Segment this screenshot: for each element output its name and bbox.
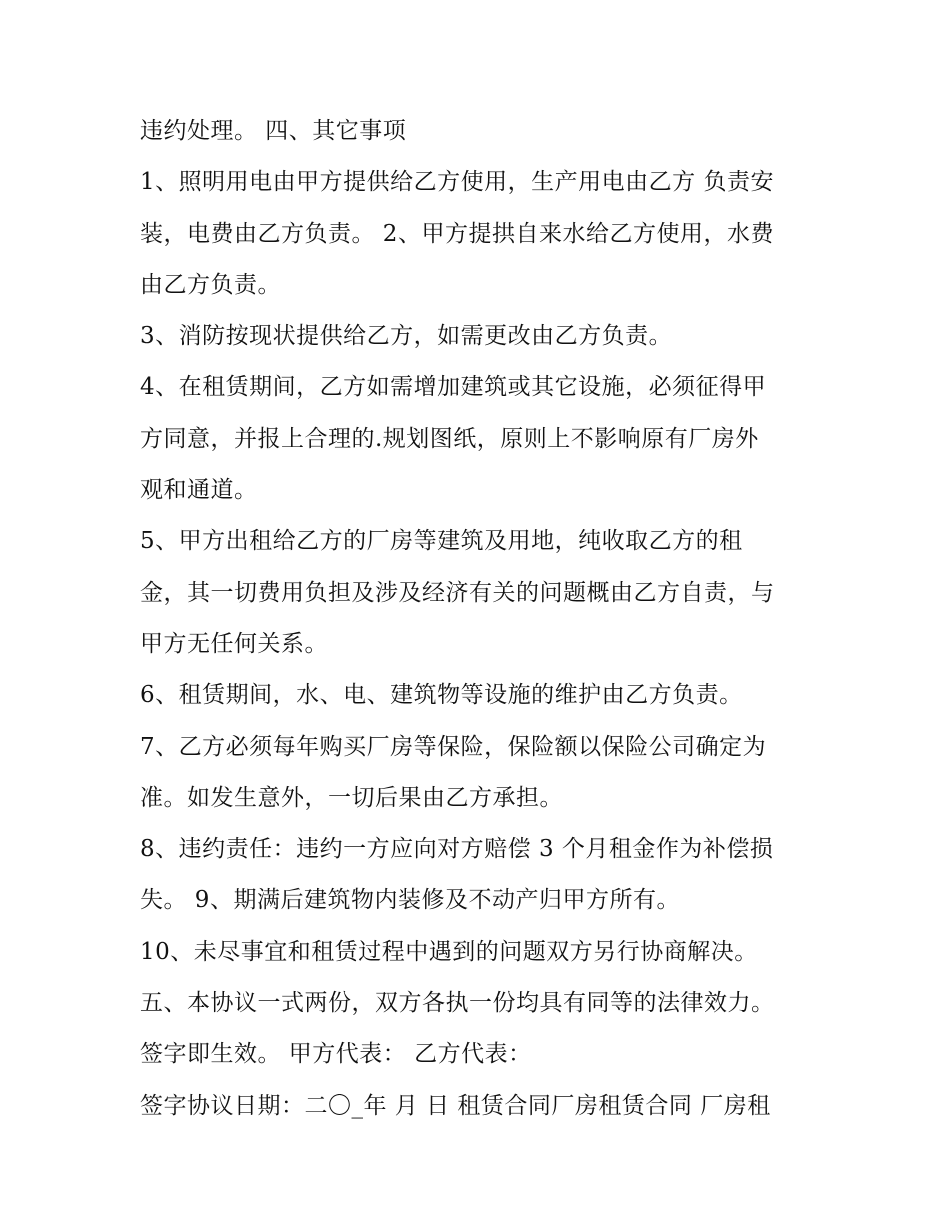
text-line: 由乙方负责。 bbox=[140, 271, 281, 298]
text-line: 签字即生效。 甲方代表： 乙方代表： bbox=[140, 1041, 532, 1068]
text-line: 准。如发生意外，一切后果由乙方承担。 bbox=[140, 784, 563, 811]
text-line: 方同意，并报上合理的.规划图纸，原则上不影响原有厂房外 bbox=[140, 425, 759, 452]
text-line: 3、消防按现状提供给乙方，如需更改由乙方负责。 bbox=[140, 323, 673, 350]
text-line: 失。 9、期满后建筑物内装修及不动产归甲方所有。 bbox=[140, 887, 680, 914]
text-line: 10、未尽事宜和租赁过程中遇到的问题双方另行协商解决。 bbox=[140, 938, 758, 965]
text-line: 8、违约责任：违约一方应向对方赔偿 3 个月租金作为补偿损 bbox=[140, 836, 774, 863]
text-line: 装，电费由乙方负责。 2、甲方提拱自来水给乙方使用，水费 bbox=[140, 220, 774, 247]
document-body bbox=[140, 106, 820, 1132]
text-line: 7、乙方必须每年购买厂房等保险，保险额以保险公司确定为 bbox=[140, 733, 767, 760]
text-line: 4、在租赁期间，乙方如需增加建筑或其它设施，必须征得甲 bbox=[140, 374, 767, 401]
text-line: 甲方无任何关系。 bbox=[140, 630, 328, 657]
text-line: 观和通道。 bbox=[140, 477, 258, 504]
text-line: 6、租赁期间，水、电、建筑物等设施的维护由乙方负责。 bbox=[140, 682, 743, 709]
text-line: 1、照明用电由甲方提供给乙方使用，生产用电由乙方 负责安 bbox=[140, 169, 774, 196]
text-line: 金，其一切费用负担及涉及经济有关的问题概由乙方自责，与 bbox=[140, 579, 775, 606]
text-line: 5、甲方出租给乙方的厂房等建筑及用地，纯收取乙方的租 bbox=[140, 528, 743, 555]
text-line: 签字协议日期：二〇_年 月 日 租赁合同厂房租赁合同 厂房租 bbox=[140, 1092, 771, 1119]
text-line: 违约处理。 四、其它事项 bbox=[140, 118, 407, 144]
text-line: 五、本协议一式两份，双方各执一份均具有同等的法律效力。 bbox=[140, 990, 775, 1017]
